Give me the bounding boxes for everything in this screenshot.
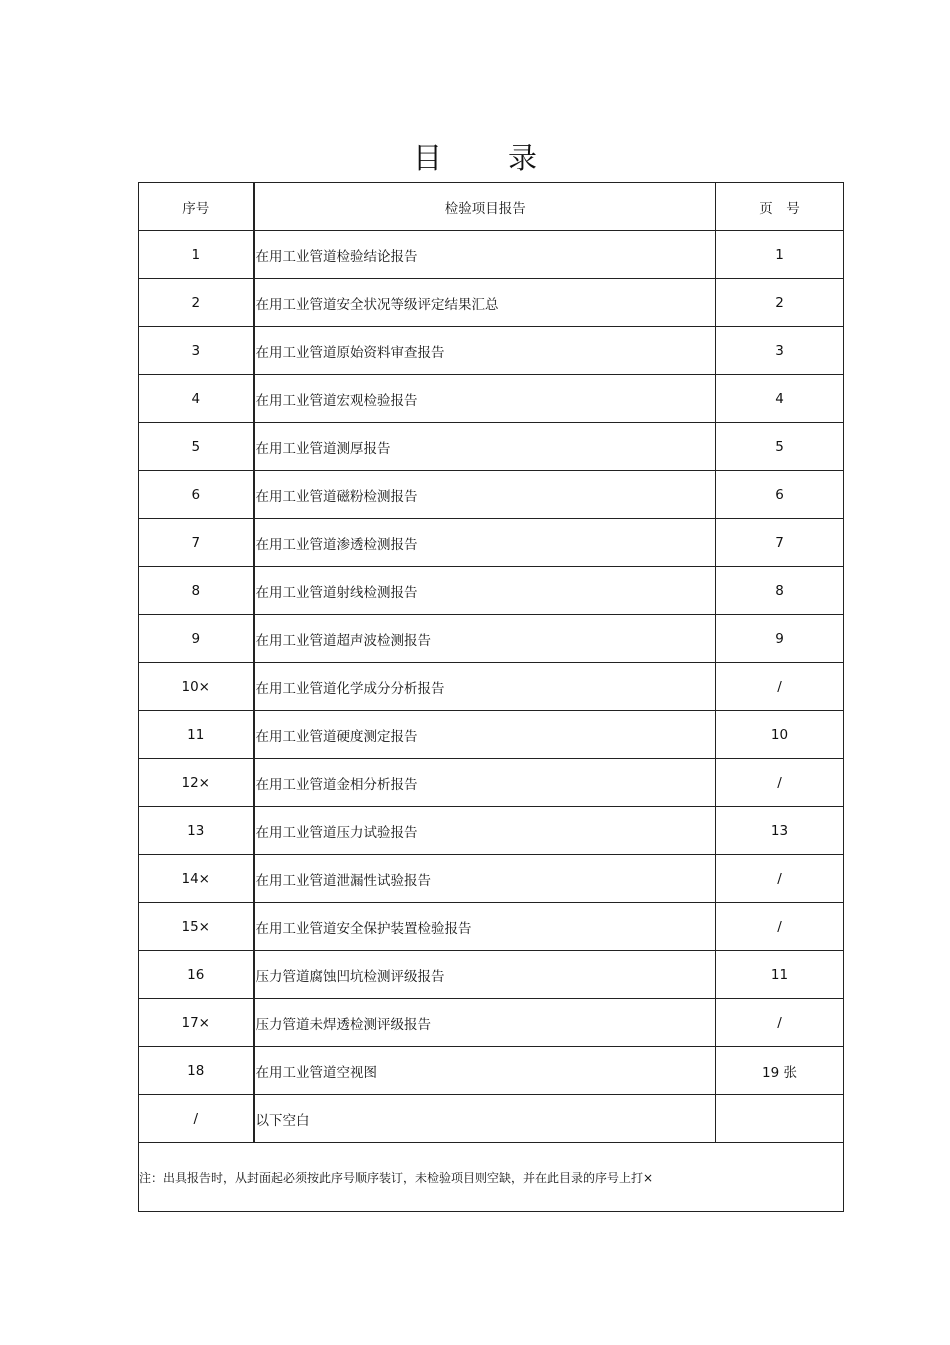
row-page: 7: [716, 519, 844, 567]
table-row: [139, 519, 844, 567]
row-seq: 1: [139, 231, 254, 279]
row-seq: 5: [139, 423, 254, 471]
table-row: [139, 567, 844, 615]
row-item: 在用工业管道金相分析报告: [254, 759, 716, 807]
row-item: 以下空白: [254, 1095, 716, 1143]
row-page: 2: [716, 279, 844, 327]
row-seq: 9: [139, 615, 254, 663]
row-page: 10: [716, 711, 844, 759]
row-item: 在用工业管道压力试验报告: [254, 807, 716, 855]
row-item: 在用工业管道渗透检测报告: [254, 519, 716, 567]
row-seq: 17×: [139, 999, 254, 1047]
row-seq: 11: [139, 711, 254, 759]
row-page: 3: [716, 327, 844, 375]
row-seq: 18: [139, 1047, 254, 1095]
row-item: 在用工业管道磁粉检测报告: [254, 471, 716, 519]
row-seq: 12×: [139, 759, 254, 807]
row-page: 6: [716, 471, 844, 519]
table-header-row: [139, 183, 844, 231]
table-row: [139, 615, 844, 663]
row-page: [716, 1095, 844, 1143]
table-row: [139, 807, 844, 855]
row-page: 1: [716, 231, 844, 279]
row-item: 在用工业管道化学成分分析报告: [254, 663, 716, 711]
row-item: 在用工业管道原始资料审查报告: [254, 327, 716, 375]
table-row: [139, 951, 844, 999]
toc-table: [138, 182, 844, 1212]
title-char-2: 录: [508, 141, 538, 175]
row-item: 在用工业管道测厚报告: [254, 423, 716, 471]
row-seq: /: [139, 1095, 254, 1143]
table-row: [139, 279, 844, 327]
table-row: [139, 855, 844, 903]
row-page: /: [716, 999, 844, 1047]
table-row: [139, 663, 844, 711]
row-page: /: [716, 759, 844, 807]
header-page: 页 号: [716, 183, 844, 231]
row-item: 在用工业管道宏观检验报告: [254, 375, 716, 423]
header-item: 检验项目报告: [254, 183, 716, 231]
row-page: 9: [716, 615, 844, 663]
table-row: [139, 1047, 844, 1095]
row-seq: 14×: [139, 855, 254, 903]
table-row: [139, 903, 844, 951]
row-item: 压力管道腐蚀凹坑检测评级报告: [254, 951, 716, 999]
row-seq: 10×: [139, 663, 254, 711]
row-seq: 15×: [139, 903, 254, 951]
note-text: 注：出具报告时，从封面起必须按此序号顺序装订，未检验项目则空缺，并在此目录的序号上打×: [139, 1143, 844, 1212]
row-seq: 13: [139, 807, 254, 855]
table-row: [139, 327, 844, 375]
table-row: [139, 1095, 844, 1143]
row-item: 在用工业管道超声波检测报告: [254, 615, 716, 663]
row-page: 13: [716, 807, 844, 855]
row-item: 在用工业管道硬度测定报告: [254, 711, 716, 759]
table-row: [139, 231, 844, 279]
table-row: [139, 999, 844, 1047]
table-row: [139, 759, 844, 807]
row-seq: 16: [139, 951, 254, 999]
row-page: /: [716, 663, 844, 711]
table-row: [139, 423, 844, 471]
row-item: 在用工业管道安全状况等级评定结果汇总: [254, 279, 716, 327]
row-seq: 8: [139, 567, 254, 615]
row-item: 在用工业管道空视图: [254, 1047, 716, 1095]
row-page: /: [716, 855, 844, 903]
row-page: 5: [716, 423, 844, 471]
row-item: 在用工业管道泄漏性试验报告: [254, 855, 716, 903]
row-seq: 7: [139, 519, 254, 567]
row-page: 4: [716, 375, 844, 423]
row-seq: 3: [139, 327, 254, 375]
page-title: [0, 136, 950, 177]
row-seq: 6: [139, 471, 254, 519]
row-page: 8: [716, 567, 844, 615]
note-row: [139, 1143, 844, 1212]
title-char-1: 目: [412, 141, 442, 175]
row-page: 11: [716, 951, 844, 999]
row-seq: 2: [139, 279, 254, 327]
row-seq: 4: [139, 375, 254, 423]
row-item: 压力管道未焊透检测评级报告: [254, 999, 716, 1047]
header-seq: 序号: [139, 183, 254, 231]
table-row: [139, 711, 844, 759]
table-row: [139, 471, 844, 519]
row-item: 在用工业管道射线检测报告: [254, 567, 716, 615]
row-page: 19 张: [716, 1047, 844, 1095]
row-item: 在用工业管道检验结论报告: [254, 231, 716, 279]
table-row: [139, 375, 844, 423]
row-item: 在用工业管道安全保护装置检验报告: [254, 903, 716, 951]
row-page: /: [716, 903, 844, 951]
